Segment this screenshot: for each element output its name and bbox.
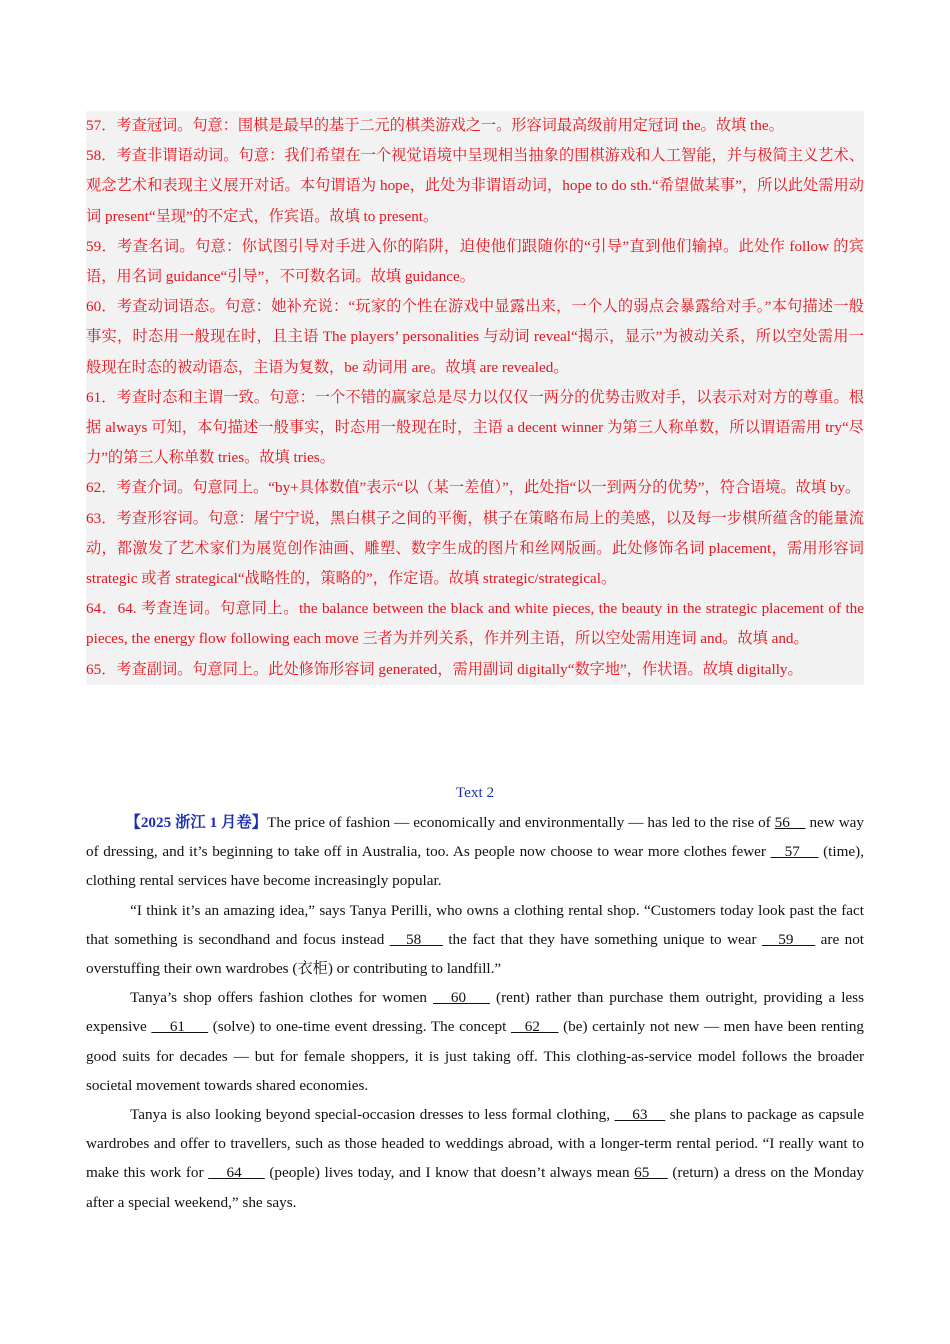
passage-paragraph-3	[86, 983, 864, 1100]
passage-text: she plans to package as capsule wardrobes and offer to travellers, such as those headed to weddings abroad, with a longer-term rental period. “I really want to make this work for	[86, 1106, 865, 1182]
source-label: 【2025 浙江 1 月卷】	[125, 814, 268, 831]
blank-64: 64	[208, 1164, 265, 1182]
passage-text: (solve) to one-time event dressing. The concept	[208, 1018, 511, 1036]
passage-text: (people) lives today, and I know that doesn’t always mean	[264, 1164, 635, 1182]
answer-61: 61．考查时态和主谓一致。句意：一个不错的赢家总是尽力以仅仅一两分的优势击败对手，以表示对对方的尊重。根据 always 可知，本句描述一般事实，时态用一般现在时，主语 a decent winner 为第三人称单数，所以谓语需用 try“尽力”的第三人称单数 tries。故填 tries。	[86, 388, 864, 467]
passage-text: (return) a dress on the Monday after a special weekend,” she says.	[86, 1164, 865, 1211]
answer-63: 63．考查形容词。句意：屠宁宁说，黑白棋子之间的平衡，棋子在策略布局上的美感，以及每一步棋所蕴含的能量流动，都激发了艺术家们为展览创作油画、雕塑、数字生成的图片和丝网版画。此处修饰名词 placement，需用形容词 strategic 或者 strategical“战略性的，策略的”，作定语。故填 strategic/strategical。	[86, 509, 864, 588]
passage-text: are not overstuffing their own wardrobes (衣柜) or contributing to landfill.”	[86, 930, 865, 978]
passage-text: (be) certainly not new — men have been renting good suits for decades — but for female shoppers, it is just taking off. This clothing-as-service model follows the broader societal movement towards shared economies.	[86, 1018, 865, 1094]
answer-58: 58．考查非谓语动词。句意：我们希望在一个视觉语境中呈现相当抽象的围棋游戏和人工智能，并与极简主义艺术、观念艺术和表现主义展开对话。本句谓语为 hope，此处为非谓语动词，hope to do sth.“希望做某事”，所以此处需用动词 present“呈现”的不定式，作宾语。故填 to present。	[86, 147, 864, 225]
answer-57: 57．考查冠词。句意：围棋是最早的基于二元的棋类游戏之一。形容词最高级前用定冠词 the。故填 the。	[86, 117, 784, 134]
answer-60: 60．考查动词语态。句意：她补充说：“玩家的个性在游戏中显露出来，一个人的弱点会暴露给对手。”本句描述一般事实，时态用一般现在时，且主语 The players’ personalities 与动词 reveal“揭示，显示”为被动关系，所以空处需用一般现在时态的被动语态，主语为复数，be 动词用 are。故填 are revealed。	[86, 298, 864, 376]
blank-56: 56	[774, 814, 806, 831]
blank-59: 59	[762, 930, 816, 948]
section-heading: Text 2	[455, 784, 495, 801]
blank-63: 63	[614, 1106, 666, 1124]
answer-65: 65．考查副词。句意同上。此处修饰形容词 generated，需用副词 digitally“数字地”，作状语。故填 digitally。	[86, 660, 803, 678]
answer-explanations	[86, 111, 864, 685]
passage-paragraph-4	[86, 1100, 864, 1217]
blank-57: 57	[770, 843, 819, 861]
answer-64: 64．64. 考查连词。句意同上。the balance between the black and white pieces, the beauty in the strategic placement of the pieces, the energy flow following each move 三者为并列关系，作并列主语，所以空处需用连词 and。故填 and。	[86, 600, 864, 648]
passage-text: Tanya is also looking beyond special-occasion dresses to less formal clothing,	[130, 1106, 615, 1124]
blank-60: 60	[432, 989, 491, 1007]
answer-59: 59．考查名词。句意：你试图引导对手进入你的陷阱，迫使他们跟随你的“引导”直到他们输掉。此处作 follow 的宾语，用名词 guidance“引导”，不可数名词。故填 guidance。	[86, 237, 864, 286]
passage-text: The price of fashion — economically and environmentally — has led to the rise of	[267, 814, 775, 831]
passage-text: new way of dressing, and it’s beginning to take off in Australia, too. As people now choose to wear more clothes fewer	[86, 814, 864, 861]
blank-65: 65	[634, 1164, 668, 1182]
passage-text: (time), clothing rental services have become increasingly popular.	[86, 843, 865, 890]
passage-paragraph-2	[86, 896, 864, 984]
blank-62: 62	[510, 1018, 559, 1036]
blank-58: 58	[389, 930, 443, 948]
passage-text: (rent) rather than purchase them outright, providing a less expensive	[86, 989, 864, 1036]
blank-61: 61	[151, 1018, 209, 1036]
reading-passage	[86, 808, 864, 1217]
passage-text: “I think it’s an amazing idea,” says Tanya Perilli, who owns a clothing rental shop. “Customers today look past the fact that something is secondhand and focus instead	[86, 901, 864, 948]
passage-text: Tanya’s shop offers fashion clothes for women	[130, 989, 433, 1007]
answer-62: 62．考查介词。句意同上。“by+具体数值”表示“以（某一差值）”，此处指“以一到两分的优势”，符合语境。故填 by。	[86, 479, 861, 497]
passage-text: the fact that they have something unique to wear	[442, 930, 763, 948]
passage-paragraph-1	[86, 808, 864, 896]
